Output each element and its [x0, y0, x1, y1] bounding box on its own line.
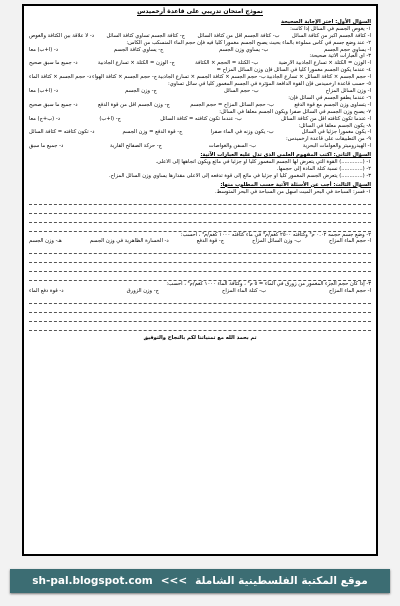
q1-option: ب- حجم السائل المزاح = حجم الجسم	[190, 101, 274, 108]
q2-item: ٣- (.............) يتعرض الجسم المغمور كلياً أو جزئياً في مائع إلى قوة تدفعه إلى الأعلى مقدارها يساوي وزن السائل المزاح.	[109, 172, 371, 179]
q1-option: ج- قوة الدفع = وزن الجسم	[122, 129, 183, 136]
answer-line	[29, 225, 371, 232]
answer-line	[29, 324, 371, 331]
q3-option: ب- وزن السائل المزاح	[252, 238, 301, 245]
answer-line	[29, 256, 371, 263]
q1-stem: ٧- يصبح وزن الجسم في السائل صفراً ويكون الجسم معلقاً في السائل:	[219, 108, 371, 115]
q3-option: أ- حجم الماء المزاح	[329, 288, 371, 295]
q1-option: أ- الهيدروميتر والعوامات البحرية	[302, 143, 371, 150]
q1-stem: ٦- عندما يطفو الجسم في السائل فإن:	[288, 94, 371, 101]
q1-option: أ- عندما تكون كثافته أقل من كثافة السائل	[281, 115, 371, 122]
q3-option: ج- قوة الدفع	[196, 238, 225, 245]
q1-option: ب- الكتلة = الحجم × الكثافة	[195, 60, 259, 67]
q1-option: أ- يساوي حجم الجسم	[324, 46, 371, 53]
banner-arrows: <<<	[160, 575, 188, 587]
closing-text: تم بحمد الله مع تمنياتنا لكم بالنجاح والتوفيق	[143, 335, 257, 342]
exam-sheet	[22, 4, 378, 556]
q1-option: د- جميع ما سبق صحيح	[29, 60, 78, 67]
q1-stem: ٢- عند وضع جسم في كأس مملوءة بالماء بحيث يصبح الجسم مغموراً كلياً فيه فإن حجم الماء المنسكب من الكأس:	[126, 39, 371, 46]
q1-option: د- (ب+ج) معاً	[29, 115, 60, 122]
answer-line	[29, 216, 371, 223]
question-3-heading: السؤال الثالث: أجب عن الأسئلة الآتية حسب المطلوب منها:	[220, 181, 371, 188]
q1-options	[29, 33, 371, 40]
q1-option: ج- وزن الجسم	[125, 87, 157, 94]
q1-option: أ- حجم الجسم × كثافة السائل × تسارع الجاذبية	[266, 74, 371, 81]
question-2-heading: السؤال الثاني: اكتب المفهوم العلمي الذي تدل عليه العبارات الآتية:	[200, 152, 371, 159]
q1-stem: ٩- من التطبيقات على قاعدة أرخميدس:	[286, 136, 371, 143]
q3-option: د- الخسارة الظاهرية في وزن الجسم	[89, 238, 169, 245]
answer-line	[29, 265, 371, 272]
answer-line	[29, 306, 371, 313]
exam-title: نموذج امتحان تدريبي على قاعدة أرخميدس	[137, 8, 263, 15]
q3-option: ب- كتلة الماء المزاح	[222, 288, 266, 295]
q3-options	[29, 238, 371, 245]
q1-options	[29, 47, 371, 54]
q1-option: د- لا علاقة بين الكثافة والغوص	[29, 32, 95, 39]
q1-option: أ- يتساوى وزن الجسم مع قوة الدفع	[294, 101, 371, 108]
q3-option: أ- حجم الماء المزاح	[329, 238, 371, 245]
q1-options	[29, 129, 371, 136]
q1-option: ب- حجم الجسم × كثافة الجسم × تسارع الجاذبية	[157, 74, 266, 81]
q1-option: ج- (أ+ب)	[99, 115, 121, 122]
q1-option: ج- حجم الجسم × كثافة الهواء	[92, 74, 158, 81]
q3-option: د- قوة دفع الماء	[29, 288, 64, 295]
q1-option: ج- يساوي كثافة الجسم	[113, 46, 164, 53]
answer-line	[29, 247, 371, 254]
q3-stem: ٢- وضع جسم حجمه ٠.٠٢ م³ وكثافته ٢٥٠٠ كغم/م³ في ماء كثافته ١٠٠٠ كغم/م³ ، احسب:	[180, 231, 371, 238]
q1-option: د- (أ+ب) معاً	[29, 87, 59, 94]
q1-option: أ- الوزن = الكتلة × تسارع الجاذبية الأرضية	[278, 60, 371, 67]
q1-options	[29, 60, 371, 67]
q3-stem: ١- فسر: السباحة في البحر الميت أسهل من السباحة في البحر المتوسط.	[215, 188, 371, 195]
q1-option: ج- وزن الجسم أقل من قوة الدفع	[97, 101, 170, 108]
q1-option: د- جميع ما سبق	[29, 143, 64, 150]
q1-stem: ٨- يكون الجسم معلقاً في السائل:	[298, 122, 371, 129]
q1-stem: ٥- حسب قاعدة أرخميدس فإن القوة الدافعة المؤثرة في الجسم المغمور كلياً في سائل تساوي:	[167, 81, 371, 88]
q1-option: ب- السفن والغواصات	[208, 143, 257, 150]
q1-options	[29, 74, 371, 81]
q1-stem: ٣- أي العبارات الآتية صحيحة:	[309, 53, 371, 60]
q1-options	[29, 102, 371, 109]
answer-line	[29, 198, 371, 205]
q1-option: ب- يساوي وزن الجسم	[219, 46, 269, 53]
q1-option: د- جميع ما سبق صحيح	[29, 101, 78, 108]
q1-options	[29, 116, 371, 123]
q1-option: ب- حجم السائل	[223, 87, 259, 94]
question-3-items	[29, 189, 371, 332]
q1-option: د- (أ+ب) معاً	[29, 46, 59, 53]
q1-option: ب- يكون وزنه في الماء صفراً	[210, 129, 274, 136]
q1-option: ب- عندما تكون كثافته = كثافة السائل	[160, 115, 242, 122]
q1-stem: ١- يغوص الجسم في السائل إذا كانت:	[290, 25, 371, 32]
banner-url[interactable]: sh-pal.blogspot.com	[32, 575, 153, 587]
answer-line	[29, 297, 371, 304]
q1-option: أ- وزن السائل المزاح	[325, 87, 371, 94]
question-1-heading: السؤال الأول: اختر الإجابة الصحيحة	[280, 18, 371, 25]
q1-options	[29, 88, 371, 95]
q1-option: ب- كثافة الجسم أقل من كثافة السائل	[197, 32, 280, 39]
q3-options	[29, 288, 371, 295]
q2-item: ١- (.............) القوة التي يتعرض لها الجسم المغمور كلياً أو جزئياً في مائع ويكون اتجاهها إلى الأعلى.	[155, 159, 371, 166]
site-banner[interactable]	[10, 569, 390, 593]
q1-option: ج- حركة الصفائح القارية	[110, 143, 162, 150]
q1-option: د- تكون كثافته = كثافة السائل	[29, 129, 95, 136]
q1-option: ج- الوزن = الكتلة × تسارع الجاذبية	[97, 60, 175, 67]
question-2-items	[29, 159, 371, 180]
q1-option: ج- كثافة الجسم تساوي كثافة السائل	[106, 32, 186, 39]
q3-option: هـ- وزن الجسم	[29, 238, 62, 245]
q3-option: ج- وزن الزورق	[126, 288, 159, 295]
answer-line	[29, 315, 371, 322]
question-1-items	[29, 26, 371, 150]
answer-line	[29, 207, 371, 214]
q1-option: أ- يكون مغموراً جزئياً في السائل	[301, 129, 371, 136]
q3-stem: ٣- إذا كان حجم الجزء المغمور من زورق في الماء = ٥ م³ ، وكثافة الماء ١٠٠٠ كغم/م³ ، احسب:	[166, 281, 371, 288]
q1-stem: ٤- عندما يكون الجسم مغموراً كلياً في السائل فإن وزن السائل المزاح =	[216, 67, 371, 74]
q1-options	[29, 143, 371, 150]
answer-line	[29, 274, 371, 281]
q1-option: د- حجم الجسم × كثافة الماء	[29, 74, 92, 81]
q2-item: ٢- (.............) نسبة كتلة المادة إلى حجمها.	[276, 165, 371, 172]
banner-site-name: موقع المكتبة الفلسطينية الشاملة	[195, 575, 368, 587]
q1-option: أ- كثافة الجسم أكبر من كثافة السائل	[291, 32, 371, 39]
